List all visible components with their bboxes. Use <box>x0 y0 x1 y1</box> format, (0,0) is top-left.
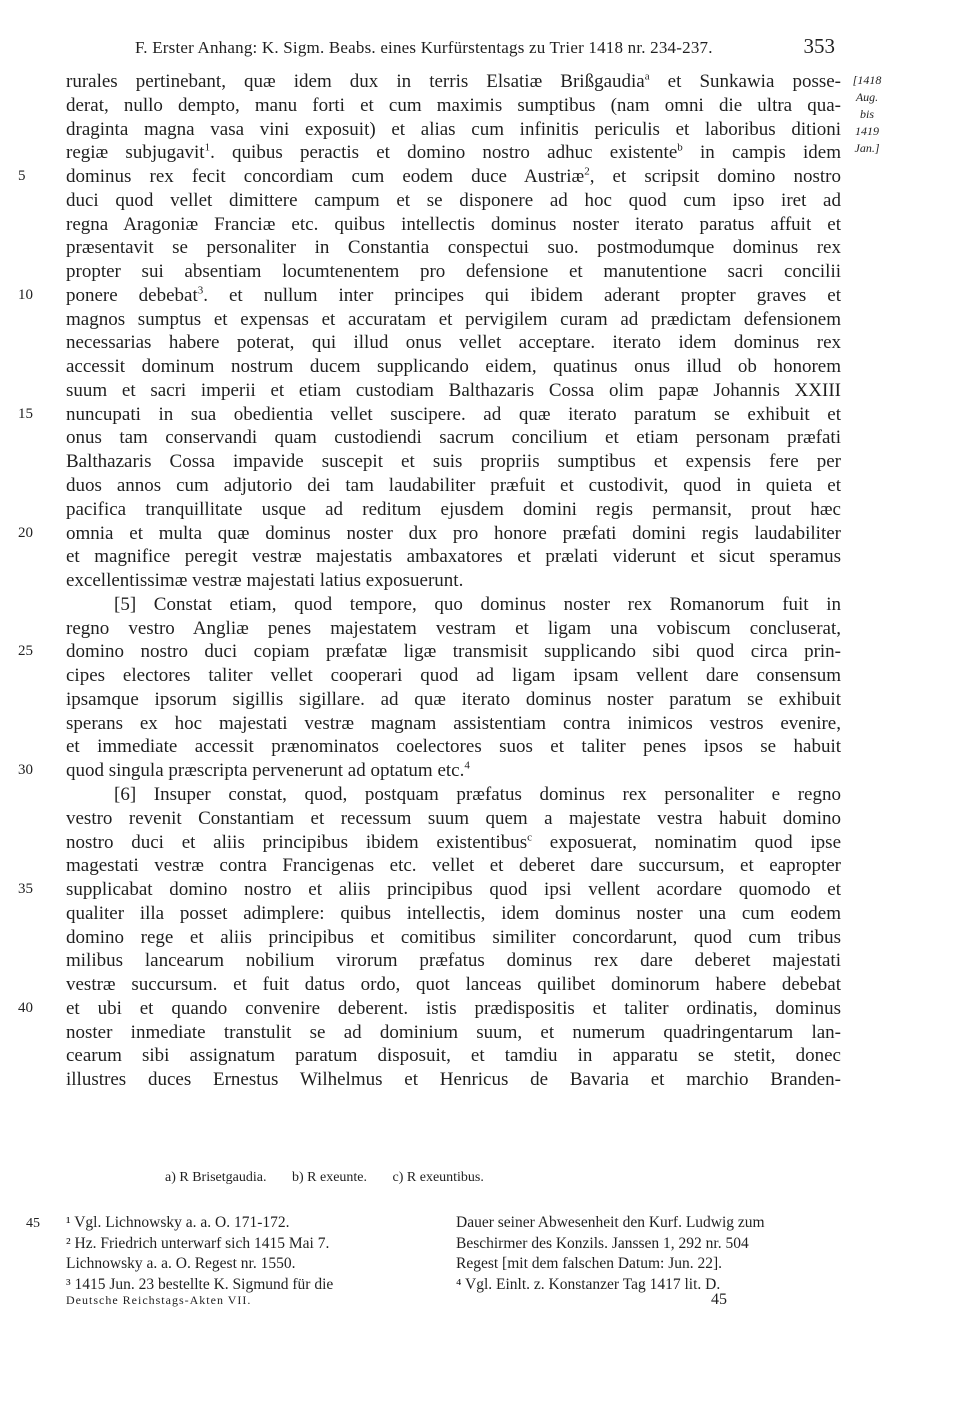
text-line <box>66 854 841 878</box>
text-segment: domino rege et aliis principibus et comitibus similiter concordarunt, quod cum tribus <box>66 926 841 948</box>
text-segment: vestræ succursum. et fuit datus ordo, quot lanceas quilibet dominorum habere debebat <box>66 974 841 996</box>
text-line <box>66 355 841 379</box>
apparatus-note: c) R exeuntibus. <box>392 1170 484 1185</box>
text-line <box>66 664 841 688</box>
text-line <box>18 640 841 664</box>
page-header <box>135 34 835 62</box>
footnotes <box>26 1213 841 1318</box>
text-segment: et ubi et quando convenire deberent. istis prædispositis et taliter ordinatis, dominus <box>66 997 841 1019</box>
footnotes-left-column <box>66 1213 436 1295</box>
text-line <box>66 735 841 759</box>
text-segment: pacifica tranquillitate usque ad reditum ejusdem domini regis permansit, prout hæc <box>66 498 841 520</box>
text-segment: cearum sibi assignatum paratum disposuit, et tamdiu in apparatu se stetit, donec <box>66 1045 841 1067</box>
footnotes-right-column <box>456 1213 846 1295</box>
footnote-line: ³ 1415 Jun. 23 bestellte K. Sigmund für die <box>66 1275 334 1293</box>
margin-note-line: 1419 <box>855 124 879 138</box>
text-line <box>66 783 841 807</box>
text-line <box>66 236 841 260</box>
text-segment: in campis idem <box>682 142 841 164</box>
text-segment: , et scripsit domino nostro <box>589 166 842 188</box>
text-line <box>66 189 841 213</box>
critical-apparatus <box>165 1170 506 1186</box>
text-line <box>66 1068 841 1092</box>
text-line <box>18 284 841 308</box>
text-segment: exposuerat, nominatim quod ipse <box>532 831 841 853</box>
text-segment: qualiter illa posset adimplere: quibus intellectis, idem dominus noster una cum eodem <box>66 902 841 924</box>
text-segment: et immediate accessit prænominatos coelectores suos et taliter penes ipsos se habuit <box>66 736 841 758</box>
text-line <box>66 593 841 617</box>
text-segment: vestro revenit Constantiam et recessum suum quem a majestate vestra habuit domino <box>66 807 841 829</box>
text-segment: nuncupati in sua obedientia vellet suscipere. ad quæ iterato paratum se exhibuit et <box>66 403 841 425</box>
footnote-marker: 1 <box>204 141 211 154</box>
line-number: 20 <box>18 524 33 541</box>
series-signature: Deutsche Reichstags-Akten VII. <box>66 1293 252 1307</box>
running-title: F. Erster Anhang: K. Sigm. Beabs. eines Kurfürstentags zu Trier 1418 nr. 234-237. <box>135 38 713 57</box>
text-segment: Balthazaris Cossa impavide suscepit et suis propriis sumptibus et expensis fere per <box>66 451 841 473</box>
text-segment: noster inmediate transtulit se ad dominium suum, et numerum quadringentarum lan- <box>66 1021 841 1043</box>
text-segment: necessarias habere poterat, qui illud onus vellet acceptare. iterato idem dominus rex <box>66 332 841 354</box>
text-line <box>66 118 841 142</box>
text-line <box>66 426 841 450</box>
line-number: 30 <box>18 762 33 779</box>
text-line <box>66 617 841 641</box>
text-segment: regiæ subjugavit <box>66 142 205 164</box>
line-number: 10 <box>18 286 33 303</box>
text-line <box>18 997 841 1021</box>
text-line <box>66 1044 841 1068</box>
text-segment: magestati vestræ contra Francigenas etc. vellet et deberet dare succursum, et eapropter <box>66 855 841 877</box>
text-line <box>66 688 841 712</box>
text-segment: ipsamque ipsorum sigillis sigillare. ad quæ iterato dominus noster paratum se exhibuit <box>66 688 841 710</box>
text-line <box>66 379 841 403</box>
line-number: 15 <box>18 405 33 422</box>
text-line <box>66 70 841 94</box>
text-line <box>18 878 841 902</box>
line-number: 25 <box>18 643 33 660</box>
text-segment: [6] Insuper constat, quod, postquam præfatus dominus rex personaliter e regno <box>114 783 841 805</box>
text-segment: cipes electores taliter vellet cooperari quod ad ligam ipsam vellent dare consensum <box>66 665 841 687</box>
text-segment: regno vestro Angliæ penes majestatem vestram et ligam una vobiscum concluserat, <box>66 617 841 639</box>
text-line <box>66 474 841 498</box>
text-segment: suum et sacri imperii et etiam custodiam Balthazaris Cossa olim papæ Johannis XXIII <box>66 379 841 401</box>
apparatus-note: a) R Brisetgaudia. <box>165 1170 267 1185</box>
footnote-line: Lichnowsky a. a. O. Regest nr. 1550. <box>66 1255 296 1272</box>
footnote-line: Beschirmer des Konzils. Janssen 1, 292 nr. 504 <box>456 1234 749 1252</box>
footnote-line: Regest [mit dem falschen Datum: Jun. 22]. <box>456 1255 723 1272</box>
text-segment: . et nullum inter principes qui ibidem aderant propter graves et <box>203 284 841 306</box>
text-segment: omnia et multa quæ dominus noster dux pro honore præfati domini regis laudabiliter <box>66 522 841 544</box>
text-line <box>18 165 842 189</box>
text-segment: propter sui absentiam locumtenentem pro defensione et manutentione sacri concilii <box>66 261 841 283</box>
text-segment: excellentissimæ vestræ majestati latius exposuerunt. <box>66 570 464 592</box>
text-line <box>66 308 841 332</box>
text-line <box>18 759 841 783</box>
text-segment: et magnifice peregit vestræ majestatis ambaxatores et prælati viderunt et sicut speramus <box>66 546 841 568</box>
text-segment: nostro duci et aliis principibus ibidem existentibus <box>66 831 528 853</box>
line-number: 35 <box>18 881 33 898</box>
text-line <box>18 403 841 427</box>
footnote-marker: a <box>644 70 650 83</box>
text-segment: milibus lancearum nobilium virorum præfatus dominus rex dare deberet majestati <box>66 950 841 972</box>
text-line <box>66 926 841 950</box>
text-segment: supplicabat domino nostro et aliis principibus quod ipsi vellent acordare quomodo et <box>66 879 841 901</box>
text-line <box>66 831 841 855</box>
text-line <box>66 902 841 926</box>
apparatus-note: b) R exeunte. <box>291 1170 368 1185</box>
text-segment: illustres duces Ernestus Wilhelmus et Henricus de Bavaria et marchio Branden- <box>66 1069 841 1091</box>
text-line <box>66 569 841 593</box>
text-line <box>66 213 841 237</box>
footnote-marker: b <box>677 141 683 154</box>
line-number: 5 <box>18 168 26 185</box>
text-line <box>66 949 841 973</box>
main-text <box>18 70 842 1092</box>
footnote-marker: 3 <box>197 284 204 297</box>
text-line <box>66 545 841 569</box>
text-line <box>66 94 841 118</box>
line-number: 45 <box>26 1216 40 1231</box>
line-number: 40 <box>18 999 33 1016</box>
text-segment: [5] Constat etiam, quod tempore, quo dominus noster rex Romanorum fuit in <box>114 593 841 615</box>
text-line <box>66 973 841 997</box>
margin-date-note <box>842 72 892 157</box>
page-number: 353 <box>803 34 835 58</box>
footnote-marker: c <box>527 831 533 844</box>
margin-note-line: [1418 <box>852 73 882 87</box>
text-segment: duci quod vellet dimittere campum et se disponere ad hoc quod cum ipso iret ad <box>66 189 841 211</box>
text-segment: quod singula præscripta pervenerunt ad optatum etc. <box>66 760 465 782</box>
text-segment: præsentavit se personaliter in Constantia conspectui suo. postmodumque dominus rex <box>66 237 841 259</box>
text-segment: accessit dominum nostrum ducem supplicando eidem, quatinus onus illud ob honorem <box>66 356 841 378</box>
footnote-line: ⁴ Vgl. Einlt. z. Konstanzer Tag 1417 lit. D. <box>456 1275 721 1293</box>
text-segment: ponere debebat <box>66 284 198 306</box>
text-segment: et Sunkawia posse- <box>649 71 841 92</box>
text-line <box>66 1021 841 1045</box>
footnote-line: Dauer seiner Abwesenheit den Kurf. Ludwig zum <box>456 1214 765 1231</box>
text-segment: draginta magna vasa vini exposuit) et alias cum infinitis periculis et laboribus ditioni <box>66 118 841 140</box>
footnote-marker: 4 <box>464 759 470 772</box>
text-segment: dominus rex fecit concordiam cum eodem duce Austriæ <box>66 166 585 188</box>
margin-note-line: Aug. <box>855 90 879 104</box>
text-segment: rurales pertinebant, quæ idem dux in terris Elsatiæ Brißgaudia <box>66 71 645 92</box>
text-segment: derat, nullo dempto, manu forti et cum maximis sumptibus (nam omni die ultra qua- <box>66 94 841 116</box>
footnote-line: ¹ Vgl. Lichnowsky a. a. O. 171-172. <box>66 1214 290 1231</box>
text-segment: domino nostro duci copiam præfatæ ligæ transmisit supplicando sibi quod circa prin- <box>66 641 841 663</box>
text-line <box>66 498 841 522</box>
text-segment: magnos sumptus et expensas et accuratam et pervigilem curam ad prædictam defensionem <box>66 308 841 330</box>
footnote-line: ² Hz. Friedrich unterwarf sich 1415 Mai 7. <box>66 1234 330 1252</box>
footnote-marker: 2 <box>584 165 590 178</box>
text-segment: . quibus peractis et domino nostro adhuc existente <box>210 142 678 164</box>
text-line <box>66 260 841 284</box>
text-segment: sperans ex hoc majestati vestræ magnam assistentiam contra inimicos vestros evenire, <box>66 712 841 734</box>
text-line <box>18 522 841 546</box>
text-line <box>66 331 841 355</box>
margin-note-line: bis <box>859 107 874 121</box>
text-segment: regna Aragoniæ Franciæ etc. quibus intellectis dominus noster iterato paratus affuit et <box>66 213 841 235</box>
sheet-number: 45 <box>711 1291 727 1308</box>
text-line <box>66 450 841 474</box>
text-segment: onus tam conservandi quam custodiendi sacrum concilium et etiam personam præfati <box>66 427 841 449</box>
text-line <box>66 807 841 831</box>
text-line <box>66 141 841 165</box>
margin-note-line: Jan.] <box>854 141 880 155</box>
text-segment: duos annos cum adjutorio dei tam laudabiliter præfuit et custodivit, quod in quieta et <box>66 475 841 497</box>
text-line <box>66 712 841 736</box>
